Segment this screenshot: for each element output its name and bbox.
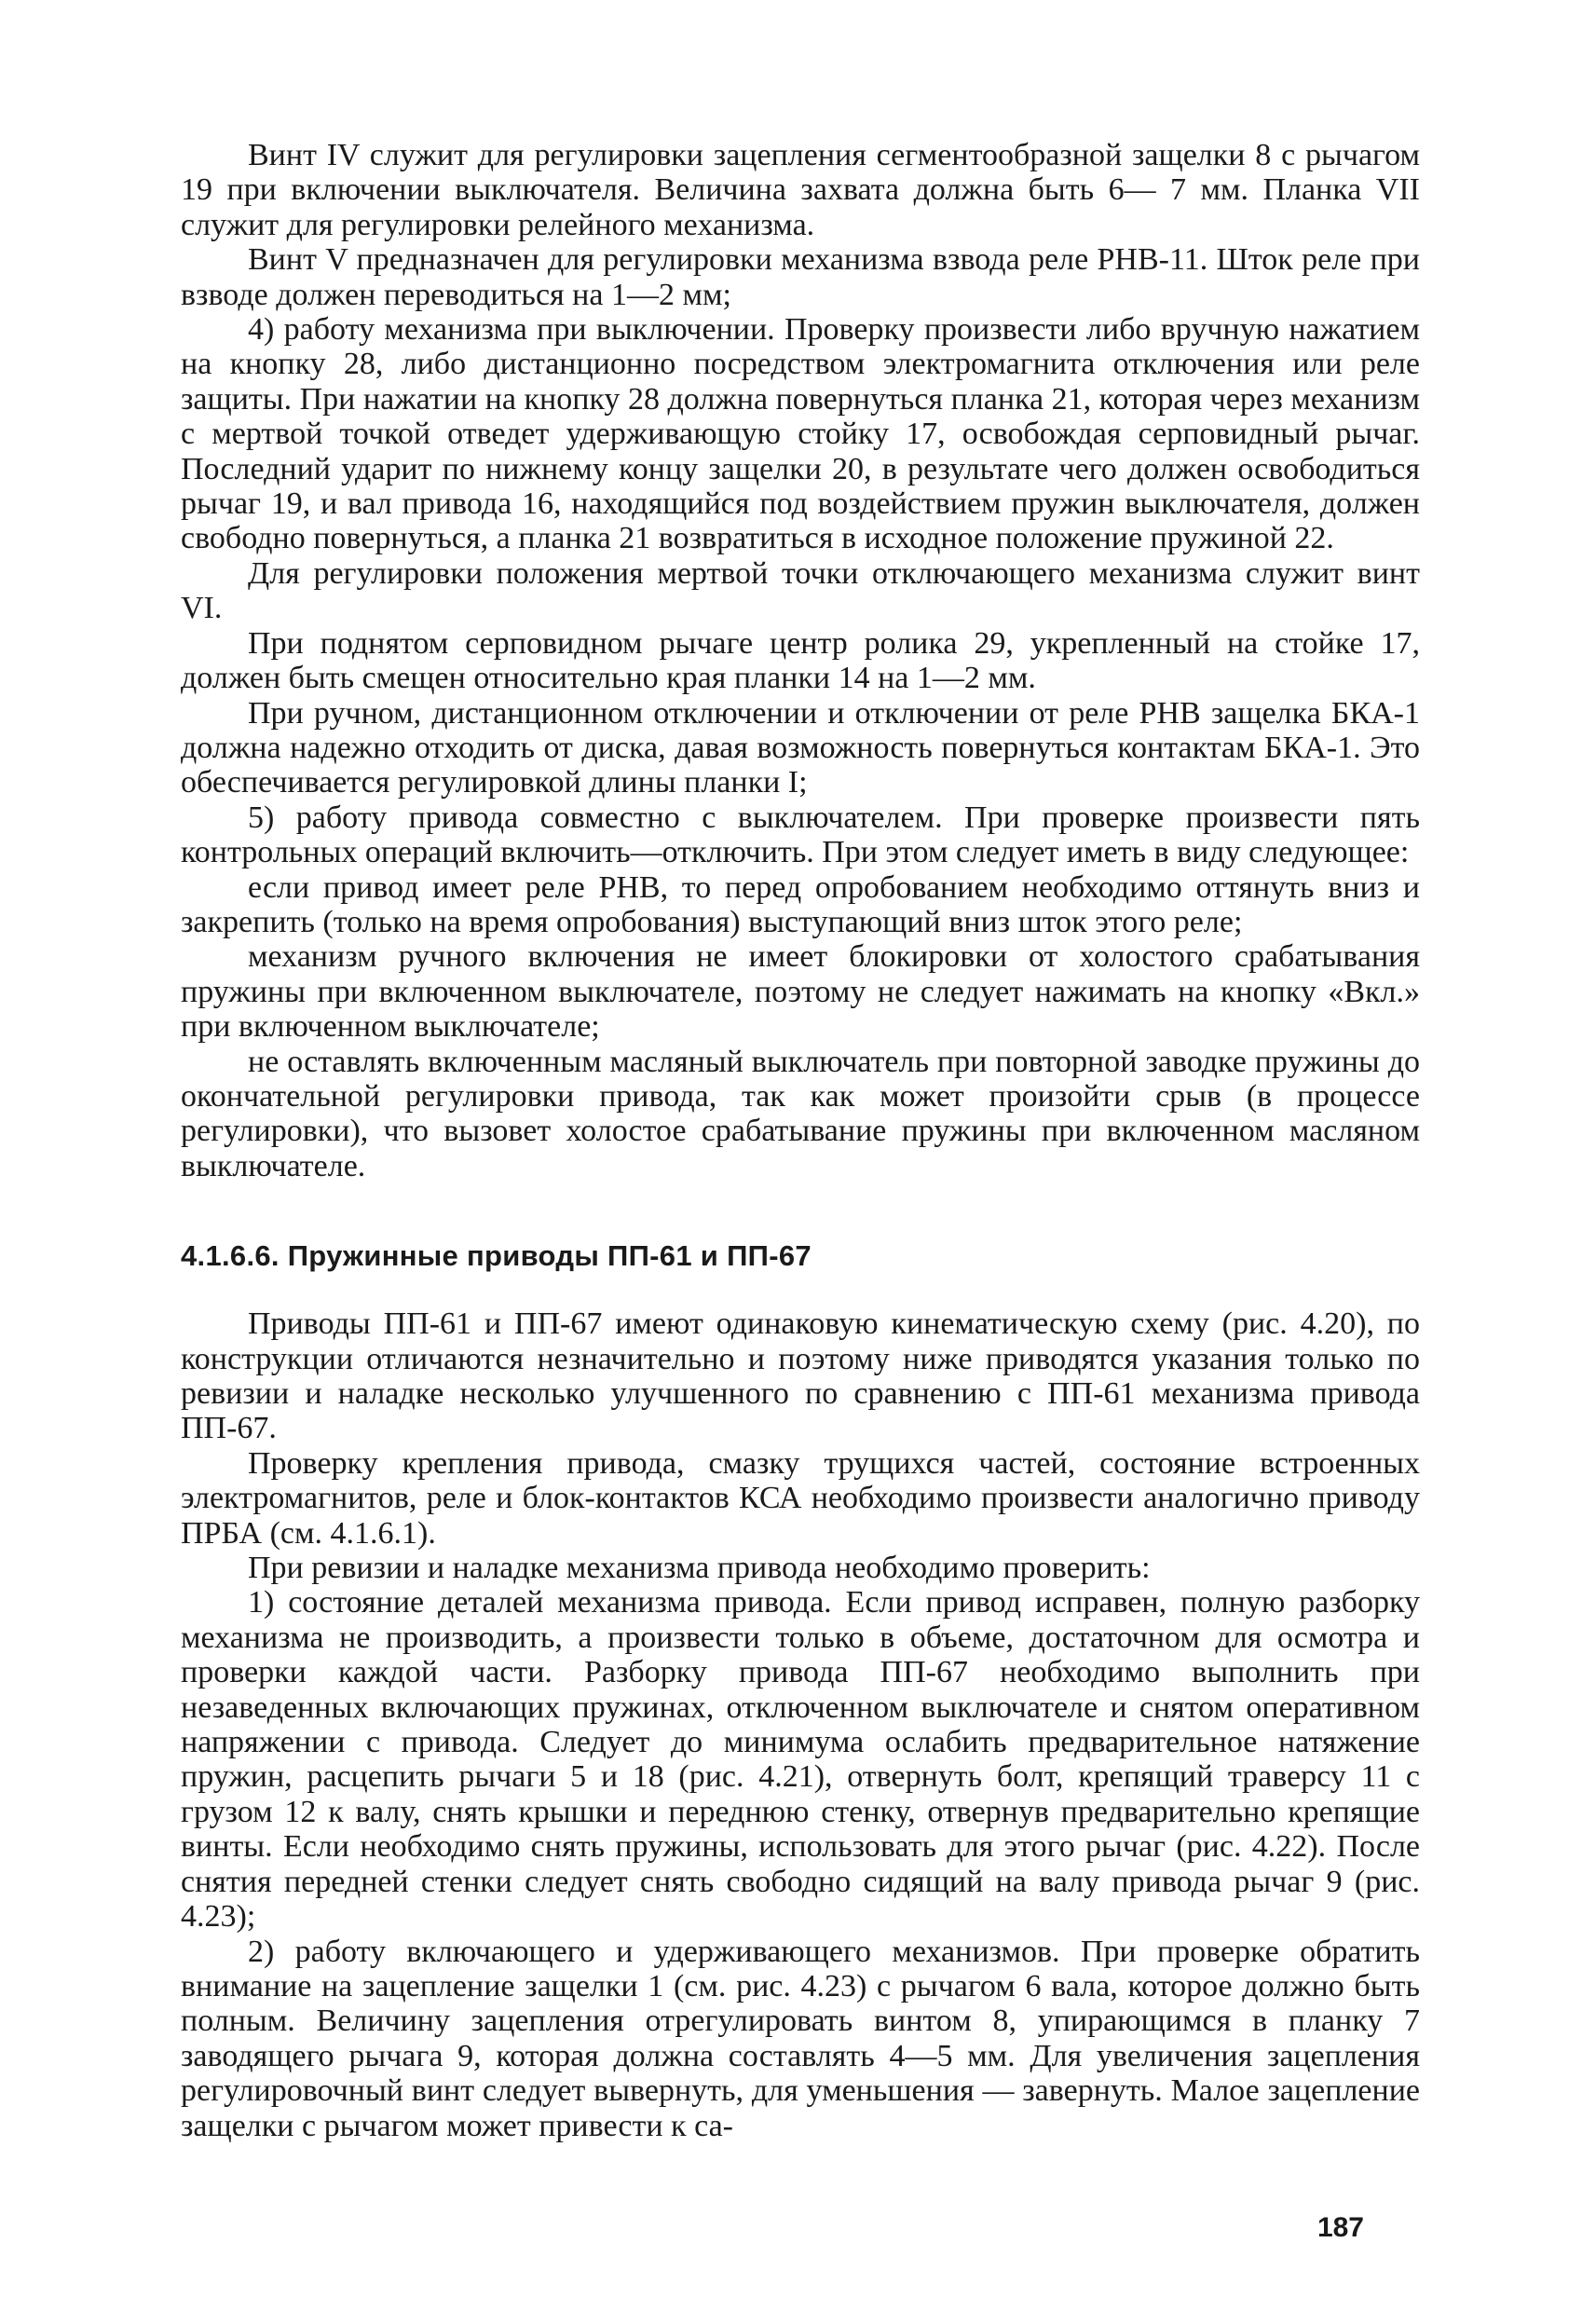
- page-number: 187: [1316, 2212, 1364, 2243]
- paragraph: 4) работу механизма при выключении. Проверку произвести либо вручную нажатием на кнопку 28, либо дистанционно посредством электромагнита отключения или реле защиты. При нажатии на кнопку 28 должна повернуться планка 21, которая через механизм с мертвой точкой отведет удерживающую стойку 17, освобождая серповидный рычаг. Последний ударит по нижнему концу защелки 20, в результате чего должен освободиться рычаг 19, и вал привода 16, находящийся под воздействием пружин выключателя, должен свободно повернуться, а планка 21 возвратиться в исходное положение пружиной 22.: [181, 312, 1420, 556]
- section-heading: 4.1.6.6. Пружинные приводы ПП-61 и ПП-67: [181, 1239, 812, 1273]
- paragraph: Приводы ПП-61 и ПП-67 имеют одинаковую кинематическую схему (рис. 4.20), по конструкции отличаются незначительно и поэтому ниже приводятся указания только по ревизии и наладке несколько улучшенного по сравнению с ПП-61 механизма привода ПП-67.: [181, 1306, 1420, 1446]
- paragraph: не оставлять включенным масляный выключатель при повторной заводке пружины до окончательной регулировки привода, так как может произойти срыв (в процессе регулировки), что вызовет холостое срабатывание пружины при включенном масляном выключателе.: [181, 1044, 1420, 1183]
- paragraph: 5) работу привода совместно с выключателем. При проверке произвести пять контрольных операций включить—отключить. При этом следует иметь в виду следующее:: [181, 800, 1420, 870]
- section-1: [181, 138, 1420, 1183]
- paragraph: 1) состояние деталей механизма привода. Если привод исправен, полную разборку механизма не производить, а произвести только в объеме, достаточном для осмотра и проверки каждой части. Разборку привода ПП-67 необходимо выполнить при незаведенных включающих пружинах, отключенном выключателе и снятом оперативном напряжении с привода. Следует до минимума ослабить предварительное натяжение пружин, расцепить рычаги 5 и 18 (рис. 4.21), отвернуть болт, крепящий траверсу 11 с грузом 12 к валу, снять крышки и переднюю стенку, отвернув предварительно крепящие винты. Если необходимо снять пружины, использовать для этого рычаг (рис. 4.22). После снятия передней стенки следует снять свободно сидящий на валу привода рычаг 9 (рис. 4.23);: [181, 1585, 1420, 1935]
- paragraph: Винт V предназначен для регулировки механизма взвода реле РНВ-11. Шток реле при взводе должен переводиться на 1—2 мм;: [181, 242, 1420, 312]
- paragraph: Для регулировки положения мертвой точки отключающего механизма служит винт VI.: [181, 555, 1420, 626]
- paragraph: 2) работу включающего и удерживающего механизмов. При проверке обратить внимание на зацепление защелки 1 (см. рис. 4.23) с рычагом 6 вала, которое должно быть полным. Величину зацепления отрегулировать винтом 8, упирающимся в планку 7 заводящего рычага 9, которая должна составлять 4—5 мм. Для увеличения зацепления регулировочный винт следует вывернуть, для уменьшения — завернуть. Малое зацепление защелки с рычагом может привести к са-: [181, 1934, 1420, 2143]
- paragraph: если привод имеет реле РНВ, то перед опробованием необходимо оттянуть вниз и закрепить (только на время опробования) выступающий вниз шток этого реле;: [181, 869, 1420, 939]
- section-2: [181, 1306, 1420, 2143]
- paragraph: При ручном, дистанционном отключении и отключении от реле РНВ защелка БКА-1 должна надежно отходить от диска, давая возможность повернуться контактам БКА-1. Это обеспечивается регулировкой длины планки I;: [181, 695, 1420, 800]
- paragraph: Винт IV служит для регулировки зацепления сегментообразной защелки 8 с рычагом 19 при включении выключателя. Величина захвата должна быть 6— 7 мм. Планка VII служит для регулировки релейного механизма.: [181, 138, 1420, 242]
- page: [181, 138, 1420, 2281]
- paragraph: При поднятом серповидном рычаге центр ролика 29, укрепленный на стойке 17, должен быть смещен относительно края планки 14 на 1—2 мм.: [181, 625, 1420, 696]
- paragraph: При ревизии и наладке механизма привода необходимо проверить:: [248, 1551, 1151, 1586]
- paragraph: Проверку крепления привода, смазку трущихся частей, состояние встроенных электромагнитов, реле и блок-контактов КСА необходимо произвести аналогично приводу ПРБА (см. 4.1.6.1).: [181, 1445, 1420, 1551]
- paragraph: механизм ручного включения не имеет блокировки от холостого срабатывания пружины при включенном выключателе, поэтому не следует нажимать на кнопку «Вкл.» при включенном выключателе;: [181, 939, 1420, 1045]
